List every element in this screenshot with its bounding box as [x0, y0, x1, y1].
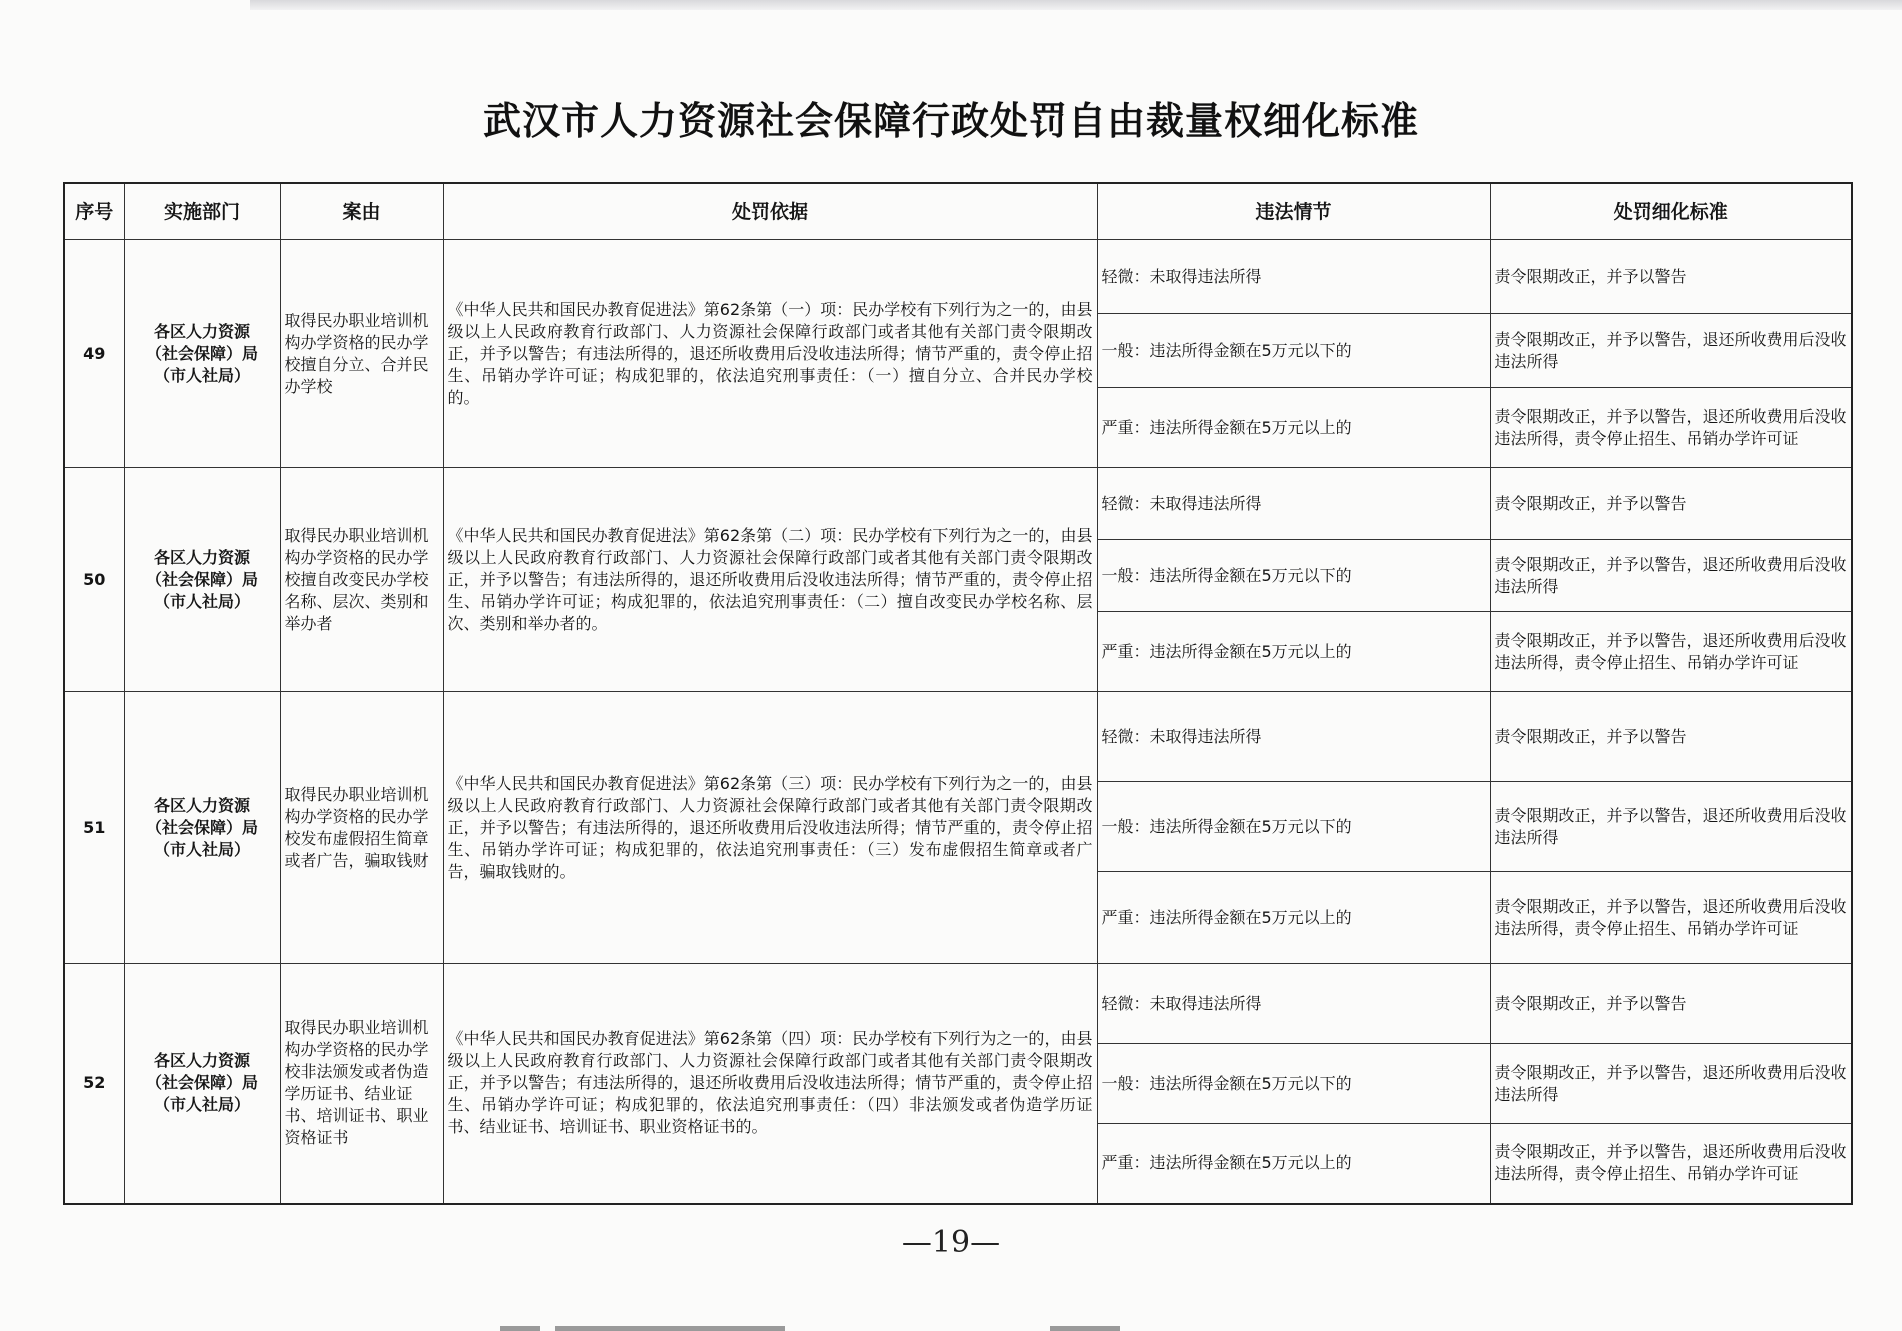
- circumstance-serious: 严重：违法所得金额在5万元以上的: [1097, 612, 1490, 692]
- row-dept: [124, 468, 280, 692]
- row-cause: 取得民办职业培训机构办学资格的民办学校擅自改变民办学校名称、层次、类别和举办者: [280, 468, 443, 692]
- dept-line: 各区人力资源: [153, 321, 250, 341]
- table-header-row: [64, 183, 1852, 240]
- standard-general: 责令限期改正，并予以警告，退还所收费用后没收违法所得: [1490, 540, 1852, 612]
- scan-top-edge: [250, 0, 1902, 10]
- header-cause: 案由: [280, 183, 443, 240]
- dept-line: （市人社局）: [153, 591, 250, 611]
- standard-serious: 责令限期改正，并予以警告，退还所收费用后没收违法所得，责令停止招生、吊销办学许可证: [1490, 872, 1852, 964]
- dept-line: （社会保障）局: [145, 1073, 258, 1093]
- row-seq: 50: [64, 468, 124, 692]
- header-circumstance: 违法情节: [1097, 183, 1490, 240]
- standard-general: 责令限期改正，并予以警告，退还所收费用后没收违法所得: [1490, 314, 1852, 388]
- header-seq: 序号: [64, 183, 124, 240]
- dept-line: 各区人力资源: [153, 547, 250, 567]
- circumstance-minor: 轻微：未取得违法所得: [1097, 240, 1490, 314]
- circumstance-general: 一般：违法所得金额在5万元以下的: [1097, 1044, 1490, 1124]
- header-basis: 处罚依据: [443, 183, 1097, 240]
- table-row: [64, 468, 1852, 540]
- row-dept: [124, 240, 280, 468]
- table-row: [64, 964, 1852, 1044]
- dept-line: （市人社局）: [153, 839, 250, 859]
- scan-bottom-mark: [555, 1326, 785, 1331]
- dept-line: 各区人力资源: [153, 795, 250, 815]
- scan-bottom-mark: [500, 1326, 540, 1331]
- standard-general: 责令限期改正，并予以警告，退还所收费用后没收违法所得: [1490, 1044, 1852, 1124]
- dept-line: （社会保障）局: [145, 569, 258, 589]
- page-number: —19—: [901, 1225, 1001, 1260]
- circumstance-general: 一般：违法所得金额在5万元以下的: [1097, 540, 1490, 612]
- scan-bottom-mark: [1050, 1326, 1120, 1331]
- dept-line: （市人社局）: [153, 1095, 250, 1115]
- page-title: 武汉市人力资源社会保障行政处罚自由裁量权细化标准: [482, 98, 1419, 143]
- row-seq: 51: [64, 692, 124, 964]
- dept-line: （社会保障）局: [145, 817, 258, 837]
- penalty-standards-table: [63, 182, 1853, 1205]
- header-standard: 处罚细化标准: [1490, 183, 1852, 240]
- row-cause: 取得民办职业培训机构办学资格的民办学校发布虚假招生简章或者广告，骗取钱财: [280, 692, 443, 964]
- circumstance-minor: 轻微：未取得违法所得: [1097, 692, 1490, 782]
- row-basis: 《中华人民共和国民办教育促进法》第62条第（二）项：民办学校有下列行为之一的，由县级以上人民政府教育行政部门、人力资源社会保障行政部门或者其他有关部门责令限期改正，并予以警告；有违法所得的，退还所收费用后没收违法所得；情节严重的，责令停止招生、吊销办学许可证；构成犯罪的，依法追究刑事责任：（二）擅自改变民办学校名称、层次、类别和举办者的。: [443, 468, 1097, 692]
- dept-line: （市人社局）: [153, 365, 250, 385]
- standard-serious: 责令限期改正，并予以警告，退还所收费用后没收违法所得，责令停止招生、吊销办学许可证: [1490, 612, 1852, 692]
- standard-minor: 责令限期改正，并予以警告: [1490, 468, 1852, 540]
- circumstance-minor: 轻微：未取得违法所得: [1097, 964, 1490, 1044]
- table-row: [64, 240, 1852, 314]
- row-basis: 《中华人民共和国民办教育促进法》第62条第（一）项：民办学校有下列行为之一的，由县级以上人民政府教育行政部门、人力资源社会保障行政部门或者其他有关部门责令限期改正，并予以警告；有违法所得的，退还所收费用后没收违法所得；情节严重的，责令停止招生、吊销办学许可证；构成犯罪的，依法追究刑事责任：（一）擅自分立、合并民办学校的。: [443, 240, 1097, 468]
- row-seq: 52: [64, 964, 124, 1204]
- dept-line: 各区人力资源: [153, 1051, 250, 1071]
- standard-serious: 责令限期改正，并予以警告，退还所收费用后没收违法所得，责令停止招生、吊销办学许可证: [1490, 1124, 1852, 1204]
- circumstance-serious: 严重：违法所得金额在5万元以上的: [1097, 388, 1490, 468]
- standard-minor: 责令限期改正，并予以警告: [1490, 692, 1852, 782]
- dept-line: （社会保障）局: [145, 343, 258, 363]
- standard-general: 责令限期改正，并予以警告，退还所收费用后没收违法所得: [1490, 782, 1852, 872]
- circumstance-minor: 轻微：未取得违法所得: [1097, 468, 1490, 540]
- circumstance-general: 一般：违法所得金额在5万元以下的: [1097, 782, 1490, 872]
- row-seq: 49: [64, 240, 124, 468]
- row-basis: 《中华人民共和国民办教育促进法》第62条第（四）项：民办学校有下列行为之一的，由县级以上人民政府教育行政部门、人力资源社会保障行政部门或者其他有关部门责令限期改正，并予以警告；有违法所得的，退还所收费用后没收违法所得；情节严重的，责令停止招生、吊销办学许可证；构成犯罪的，依法追究刑事责任：（四）非法颁发或者伪造学历证书、结业证书、培训证书、职业资格证书的。: [443, 964, 1097, 1204]
- standard-minor: 责令限期改正，并予以警告: [1490, 964, 1852, 1044]
- standard-minor: 责令限期改正，并予以警告: [1490, 240, 1852, 314]
- row-basis: 《中华人民共和国民办教育促进法》第62条第（三）项：民办学校有下列行为之一的，由县级以上人民政府教育行政部门、人力资源社会保障行政部门或者其他有关部门责令限期改正，并予以警告；有违法所得的，退还所收费用后没收违法所得；情节严重的，责令停止招生、吊销办学许可证；构成犯罪的，依法追究刑事责任：（三）发布虚假招生简章或者广告，骗取钱财的。: [443, 692, 1097, 964]
- row-dept: [124, 964, 280, 1204]
- table-row: [64, 692, 1852, 782]
- standard-serious: 责令限期改正，并予以警告，退还所收费用后没收违法所得，责令停止招生、吊销办学许可证: [1490, 388, 1852, 468]
- row-dept: [124, 692, 280, 964]
- circumstance-general: 一般：违法所得金额在5万元以下的: [1097, 314, 1490, 388]
- row-cause: 取得民办职业培训机构办学资格的民办学校擅自分立、合并民办学校: [280, 240, 443, 468]
- header-dept: 实施部门: [124, 183, 280, 240]
- circumstance-serious: 严重：违法所得金额在5万元以上的: [1097, 872, 1490, 964]
- row-cause: 取得民办职业培训机构办学资格的民办学校非法颁发或者伪造学历证书、结业证书、培训证书、职业资格证书: [280, 964, 443, 1204]
- circumstance-serious: 严重：违法所得金额在5万元以上的: [1097, 1124, 1490, 1204]
